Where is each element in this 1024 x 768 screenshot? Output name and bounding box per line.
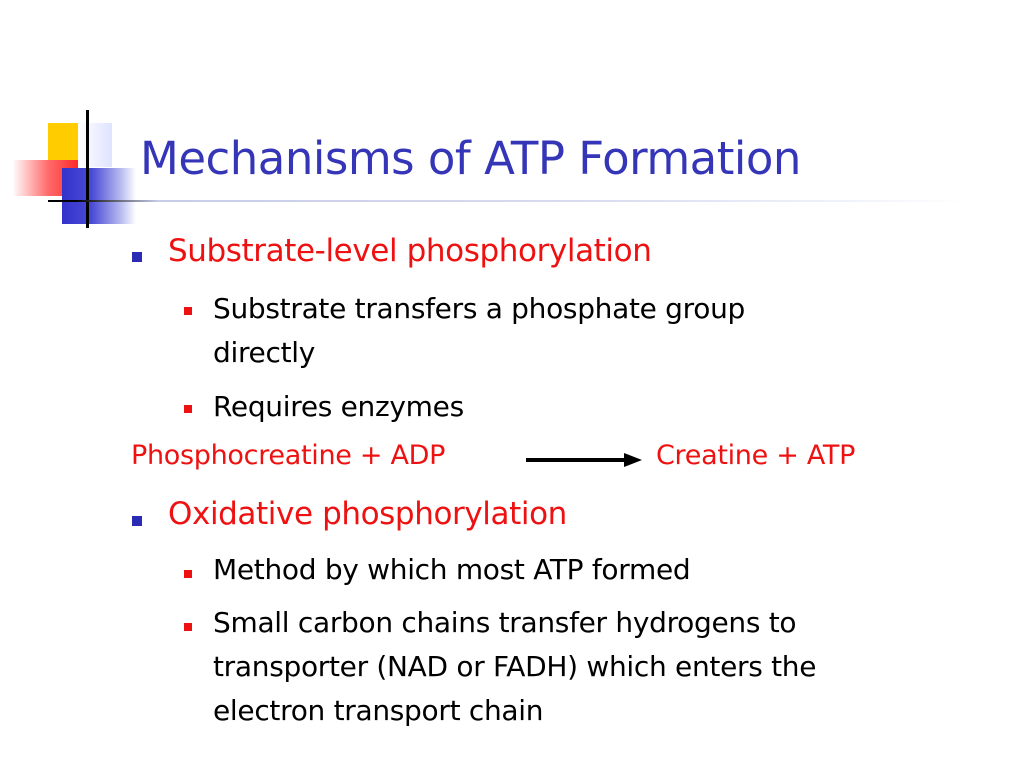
point-substrate-transfer-line2: directly: [213, 336, 315, 369]
equation-reactants: Phosphocreatine + ADP: [131, 440, 446, 471]
bullet-square-icon: [132, 252, 142, 262]
point-carbon-chains-line2: transporter (NAD or FADH) which enters the: [213, 650, 817, 683]
point-carbon-chains-line3: electron transport chain: [213, 694, 544, 727]
point-carbon-chains-line1: Small carbon chains transfer hydrogens to: [213, 606, 797, 639]
logo-yellow-square: [48, 123, 78, 163]
bullet-square-icon: [184, 307, 192, 315]
point-requires-enzymes: Requires enzymes: [213, 390, 464, 423]
bullet-square-icon: [184, 623, 192, 631]
logo-light-square: [78, 123, 112, 167]
equation-products: Creatine + ATP: [656, 440, 856, 471]
bullet-square-icon: [132, 516, 142, 526]
point-substrate-transfer-line1: Substrate transfers a phosphate group: [213, 292, 746, 325]
title-underline: [48, 200, 968, 202]
point-method-most-atp: Method by which most ATP formed: [213, 553, 691, 586]
section-heading-oxidative: Oxidative phosphorylation: [168, 496, 567, 532]
slide-logo-decoration: [0, 0, 140, 240]
logo-vertical-line: [86, 110, 89, 228]
slide-title: Mechanisms of ATP Formation: [140, 132, 801, 185]
logo-blue-square: [62, 168, 136, 224]
section-heading-substrate: Substrate-level phosphorylation: [168, 233, 652, 269]
bullet-square-icon: [184, 570, 192, 578]
bullet-square-icon: [184, 405, 192, 413]
reaction-arrow-icon: [526, 452, 642, 468]
